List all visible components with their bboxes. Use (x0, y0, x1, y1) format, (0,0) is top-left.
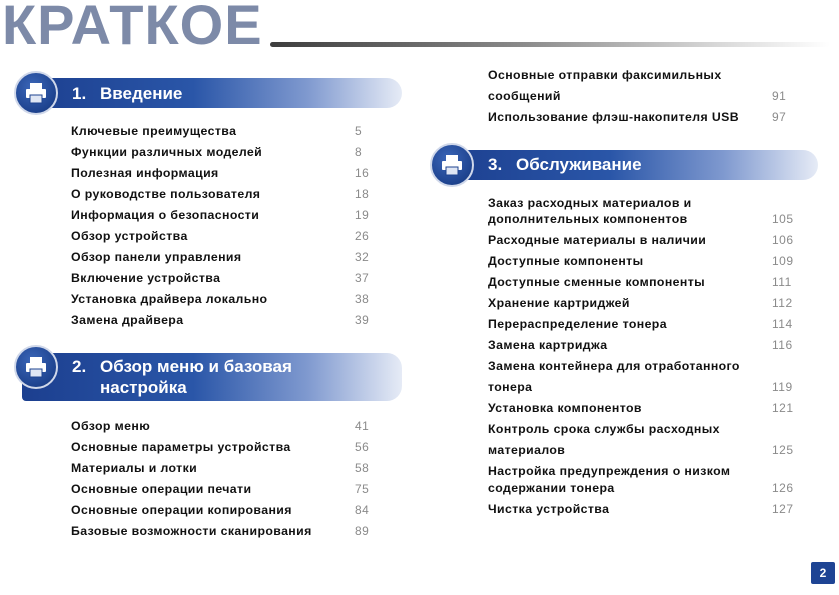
toc-page-number[interactable]: 41 (355, 419, 370, 433)
toc-page-number[interactable]: 112 (772, 296, 793, 310)
toc-entry[interactable]: Основные операции копирования (71, 503, 292, 517)
toc-entry[interactable]: Доступные сменные компоненты (488, 275, 706, 289)
toc-page-number[interactable]: 19 (355, 208, 370, 222)
toc-page-number[interactable]: 111 (772, 275, 792, 289)
toc-entry[interactable]: Основные параметры устройства (71, 440, 291, 454)
toc-page-number[interactable]: 56 (355, 440, 370, 454)
toc-page-number[interactable]: 39 (355, 313, 370, 327)
toc-page-number[interactable]: 109 (772, 254, 794, 268)
toc-entry[interactable]: Основные отправки факсимильных (488, 68, 722, 82)
toc-entry[interactable]: Основные операции печати (71, 482, 252, 496)
toc-entry[interactable]: Контроль срока службы расходных (488, 422, 720, 436)
toc-entry[interactable]: Расходные материалы в наличии (488, 233, 707, 247)
toc-page-number[interactable]: 38 (355, 292, 370, 306)
section-2-title-line-1: Обзор меню и базовая (100, 357, 292, 376)
toc-page-number[interactable]: 84 (355, 503, 370, 517)
page-title: КРАТКОЕ (2, 0, 263, 56)
toc-entry[interactable]: Обзор меню (71, 419, 151, 433)
page-number-badge: 2 (811, 562, 835, 584)
toc-entry[interactable]: Установка драйвера локально (71, 292, 268, 306)
toc-entry[interactable]: Материалы и лотки (71, 461, 198, 475)
toc-entry[interactable]: Информация о безопасности (71, 208, 260, 222)
section-3-title: Обслуживание (516, 155, 642, 174)
toc-entry[interactable]: Базовые возможности сканирования (71, 524, 312, 538)
toc-page-number[interactable]: 126 (772, 481, 794, 495)
toc-entry[interactable]: Полезная информация (71, 166, 219, 180)
toc-entry[interactable]: Установка компонентов (488, 401, 642, 415)
toc-page-number[interactable]: 106 (772, 233, 794, 247)
printer-icon (14, 345, 58, 389)
toc-entry[interactable]: Функции различных моделей (71, 145, 263, 159)
toc-entry-continuation[interactable]: материалов (488, 443, 566, 457)
toc-entry-continuation[interactable]: тонера (488, 380, 533, 394)
section-2-number: 2. (72, 357, 87, 376)
toc-page-number[interactable]: 121 (772, 401, 794, 415)
toc-entry[interactable]: Обзор панели управления (71, 250, 242, 264)
section-3-number: 3. (488, 155, 503, 174)
toc-entry[interactable]: Ключевые преимущества (71, 124, 237, 138)
toc-entry[interactable]: Обзор устройства (71, 229, 188, 243)
toc-page-number[interactable]: 5 (355, 124, 363, 138)
toc-page-number[interactable]: 37 (355, 271, 370, 285)
toc-page-number[interactable]: 26 (355, 229, 370, 243)
toc-entry-continuation[interactable]: содержании тонера (488, 481, 615, 495)
toc-page-number[interactable]: 125 (772, 443, 794, 457)
toc-entry[interactable]: Доступные компоненты (488, 254, 644, 268)
title-divider (270, 42, 830, 47)
toc-entry[interactable]: Замена драйвера (71, 313, 184, 327)
toc-page-number[interactable]: 119 (772, 380, 793, 394)
toc-page-number[interactable]: 91 (772, 89, 787, 103)
printer-icon (14, 71, 58, 115)
toc-page-number[interactable]: 116 (772, 338, 793, 352)
section-2-title-line-2: настройка (100, 378, 187, 397)
toc-entry[interactable]: Включение устройства (71, 271, 221, 285)
toc-page-number[interactable]: 32 (355, 250, 370, 264)
toc-entry[interactable]: Использование флэш-накопителя USB (488, 110, 740, 124)
toc-entry[interactable]: Перераспределение тонера (488, 317, 667, 331)
section-1-number: 1. (72, 84, 87, 103)
toc-page-number[interactable]: 16 (355, 166, 370, 180)
toc-entry-continuation[interactable]: дополнительных компонентов (488, 212, 688, 226)
toc-entry-continuation[interactable]: сообщений (488, 89, 561, 103)
toc-page-number[interactable]: 114 (772, 317, 793, 331)
toc-page-number[interactable]: 105 (772, 212, 794, 226)
toc-page-number[interactable]: 18 (355, 187, 370, 201)
toc-entry[interactable]: Заказ расходных материалов и (488, 196, 692, 210)
toc-page-number[interactable]: 8 (355, 145, 363, 159)
toc-entry[interactable]: Хранение картриджей (488, 296, 630, 310)
toc-page-number[interactable]: 89 (355, 524, 370, 538)
printer-icon (430, 143, 474, 187)
toc-entry[interactable]: Чистка устройства (488, 502, 610, 516)
toc-page-number[interactable]: 127 (772, 502, 794, 516)
toc-entry[interactable]: Настройка предупреждения о низком (488, 464, 731, 478)
toc-page-number[interactable]: 75 (355, 482, 370, 496)
toc-page-number[interactable]: 58 (355, 461, 370, 475)
toc-entry[interactable]: Замена картриджа (488, 338, 608, 352)
toc-entry[interactable]: Замена контейнера для отработанного (488, 359, 740, 373)
section-1-title: Введение (100, 84, 183, 103)
toc-page-number[interactable]: 97 (772, 110, 787, 124)
toc-entry[interactable]: О руководстве пользователя (71, 187, 261, 201)
